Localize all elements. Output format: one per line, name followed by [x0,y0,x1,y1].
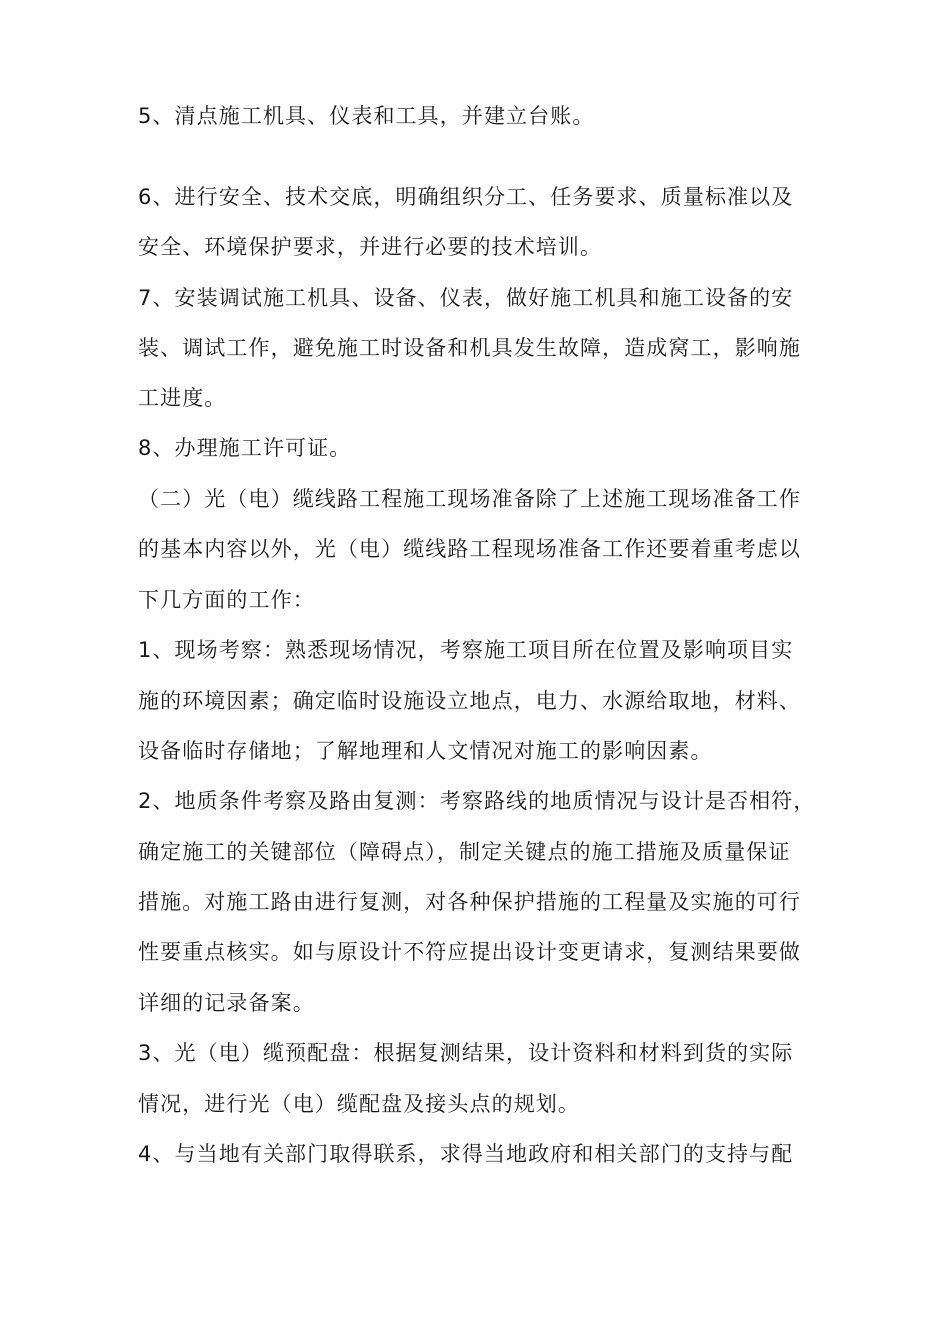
section-2-line-1: （二）光（电）缆线路工程施工现场准备除了上述施工现场准备工作 [138,487,801,511]
item-7-line-1: 7、安装调试施工机具、设备、仪表，做好施工机具和施工设备的安 [138,286,794,310]
item-6-line-1: 6、进行安全、技术交底，明确组织分工、任务要求、质量标准以及 [138,185,794,209]
sub-item-2-line-1: 2、地质条件考察及路由复测：考察路线的地质情况与设计是否相符， [138,789,816,813]
sub-item-1-line-2: 施的环境因素；确定临时设施设立地点，电力、水源给取地，材料、 [138,689,801,713]
section-2-line-2: 的基本内容以外，光（电）缆线路工程现场准备工作还要着重考虑以 [138,537,801,561]
item-6-line-2: 安全、环境保护要求，并进行必要的技术培训。 [138,235,603,259]
sub-item-3-line-2: 情况，进行光（电）缆配盘及接头点的规划。 [138,1092,580,1116]
sub-item-2-line-2: 确定施工的关键部位（障碍点），制定关键点的施工措施及质量保证 [138,840,791,864]
sub-item-2-line-4: 性要重点核实。如与原设计不符应提出设计变更请求，复测结果要做 [138,940,801,964]
section-2-line-3: 下几方面的工作： [138,588,315,612]
sub-item-2-line-3: 措施。对施工路由进行复测，对各种保护措施的工程量及实施的可行 [138,890,801,914]
sub-item-1-line-3: 设备临时存储地；了解地理和人文情况对施工的影响因素。 [138,739,713,763]
item-5-line-1: 5、清点施工机具、仪表和工具，并建立台账。 [138,104,595,128]
sub-item-1-line-1: 1、现场考察：熟悉现场情况，考察施工项目所在位置及影响项目实 [138,638,794,662]
item-8-line-1: 8、办理施工许可证。 [138,436,352,460]
sub-item-3-line-1: 3、光（电）缆预配盘：根据复测结果，设计资料和材料到货的实际 [138,1041,794,1065]
item-7-line-2: 装、调试工作，避免施工时设备和机具发生故障，造成窝工，影响施 [138,336,801,360]
sub-item-4-line-1: 4、与当地有关部门取得联系，求得当地政府和相关部门的支持与配 [138,1142,794,1166]
item-7-line-3: 工进度。 [138,386,227,410]
sub-item-2-line-5: 详细的记录备案。 [138,991,315,1015]
